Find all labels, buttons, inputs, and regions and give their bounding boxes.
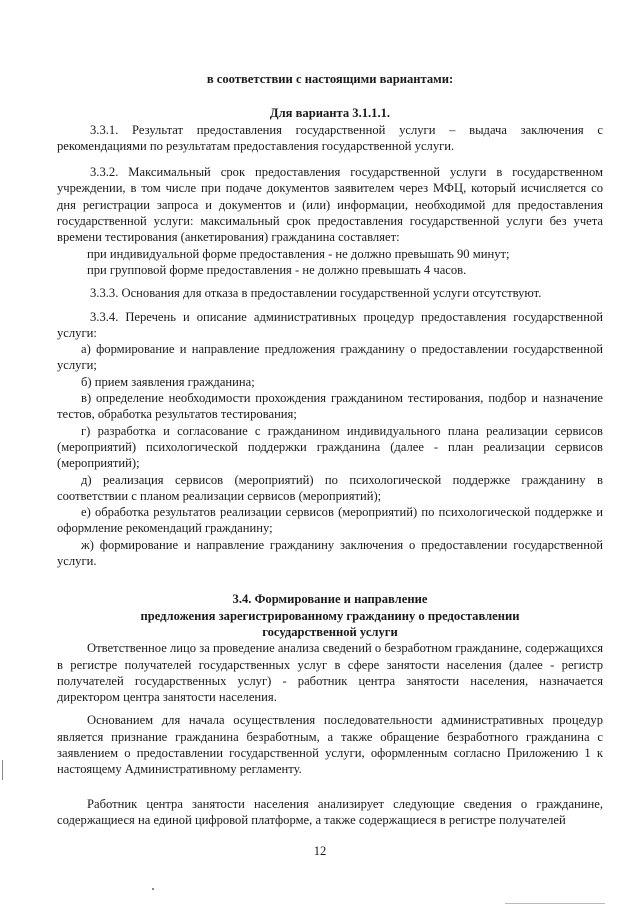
section-3-4-title-line-3: государственной услуги — [262, 624, 398, 639]
section-3-4-title-line-1: 3.4. Формирование и направление — [232, 592, 428, 607]
list-item-g: г) разработка и согласование с гражданином индивидуального плана реализации сервисов (мероприятий) психологической поддержки гражданина (далее - план реализации сервисов (мероприятий); — [57, 423, 603, 471]
section-3-4-title-line-2: предложения зарегистрированному гражданину о предоставлении — [140, 608, 520, 623]
scan-artifact-bottom-right — [505, 903, 605, 904]
scan-artifact-left — [2, 760, 3, 780]
paragraph-3-3-1: 3.3.1. Результат предоставления государственной услуги – выдача заключения с рекомендациями по результатам предоставления государственной услуги. — [57, 122, 603, 153]
list-item-zh: ж) формирование и направление гражданину заключения о предоставлении государственной услуги. — [57, 537, 603, 569]
list-item-b: б) прием заявления гражданина; — [81, 374, 255, 389]
document-body — [57, 71, 603, 828]
paragraph-individual-form: при индивидуальной форме предоставления - не должно превышать 90 минут; — [87, 246, 510, 261]
paragraph-group-form: при групповой форме предоставления - не должно превышать 4 часов. — [87, 262, 467, 277]
paragraph-worker-analysis: Работник центра занятости населения анализирует следующие сведения о гражданине, содержащиеся на единой цифровой платформе, а также содержащиеся в регистре получателей — [57, 796, 603, 827]
paragraph-3-3-3: 3.3.3. Основания для отказа в предоставлении государственной услуги отсутствуют. — [90, 286, 542, 301]
list-item-d: д) реализация сервисов (мероприятий) по психологической поддержке гражданину в соответствии с планом реализации сервисов (мероприятий); — [57, 472, 603, 503]
list-item-e: е) обработка результатов реализации сервисов (мероприятий) по психологической поддержке и оформление рекомендаций гражданину; — [57, 505, 603, 536]
page-number: 12 — [313, 844, 327, 858]
paragraph-responsible-person: Ответственное лицо за проведение анализа сведений о безработном гражданине, содержащихся в регистре получателей государственных услуг в сфере занятости населения (далее - регистр получателей государственных услуг) - работник центра занятости населения, назначается директором центра занятости населения. — [57, 641, 603, 705]
heading-variants: в соответствии с настоящими вариантами: — [206, 72, 454, 86]
list-item-v: в) определение необходимости прохождения гражданином тестирования, подбор и назначение тестов, обработка результатов тестирования; — [57, 391, 603, 422]
list-item-a: а) формирование и направление предложения гражданину о предоставлении государственной услуги; — [57, 342, 603, 373]
heading-variant-3-1-1-1: Для варианта 3.1.1.1. — [269, 106, 391, 121]
paragraph-3-3-2: 3.3.2. Максимальный срок предоставления государственной услуги в государственном учреждении, в том числе при подаче документов заявителем через МФЦ, который исчисляется со дня регистрации запроса и документов и (или) информации, необходимой для предоставления государственной услуги: максимальный срок предоставления государственной услуги без учета времени тестирования (анкетирования) гражданина составляет: — [57, 165, 603, 245]
scan-artifact-bottom-dot — [152, 888, 154, 890]
paragraph-3-3-4: 3.3.4. Перечень и описание административных процедур предоставления государственной услуги: — [57, 309, 603, 340]
paragraph-basis: Основанием для начала осуществления последовательности административных процедур является признание гражданина безработным, а также обращение безработного гражданина с заявлением о предоставлении государственной услуги, оформленным согласно Приложению 1 к настоящему Административному регламенту. — [57, 713, 603, 777]
